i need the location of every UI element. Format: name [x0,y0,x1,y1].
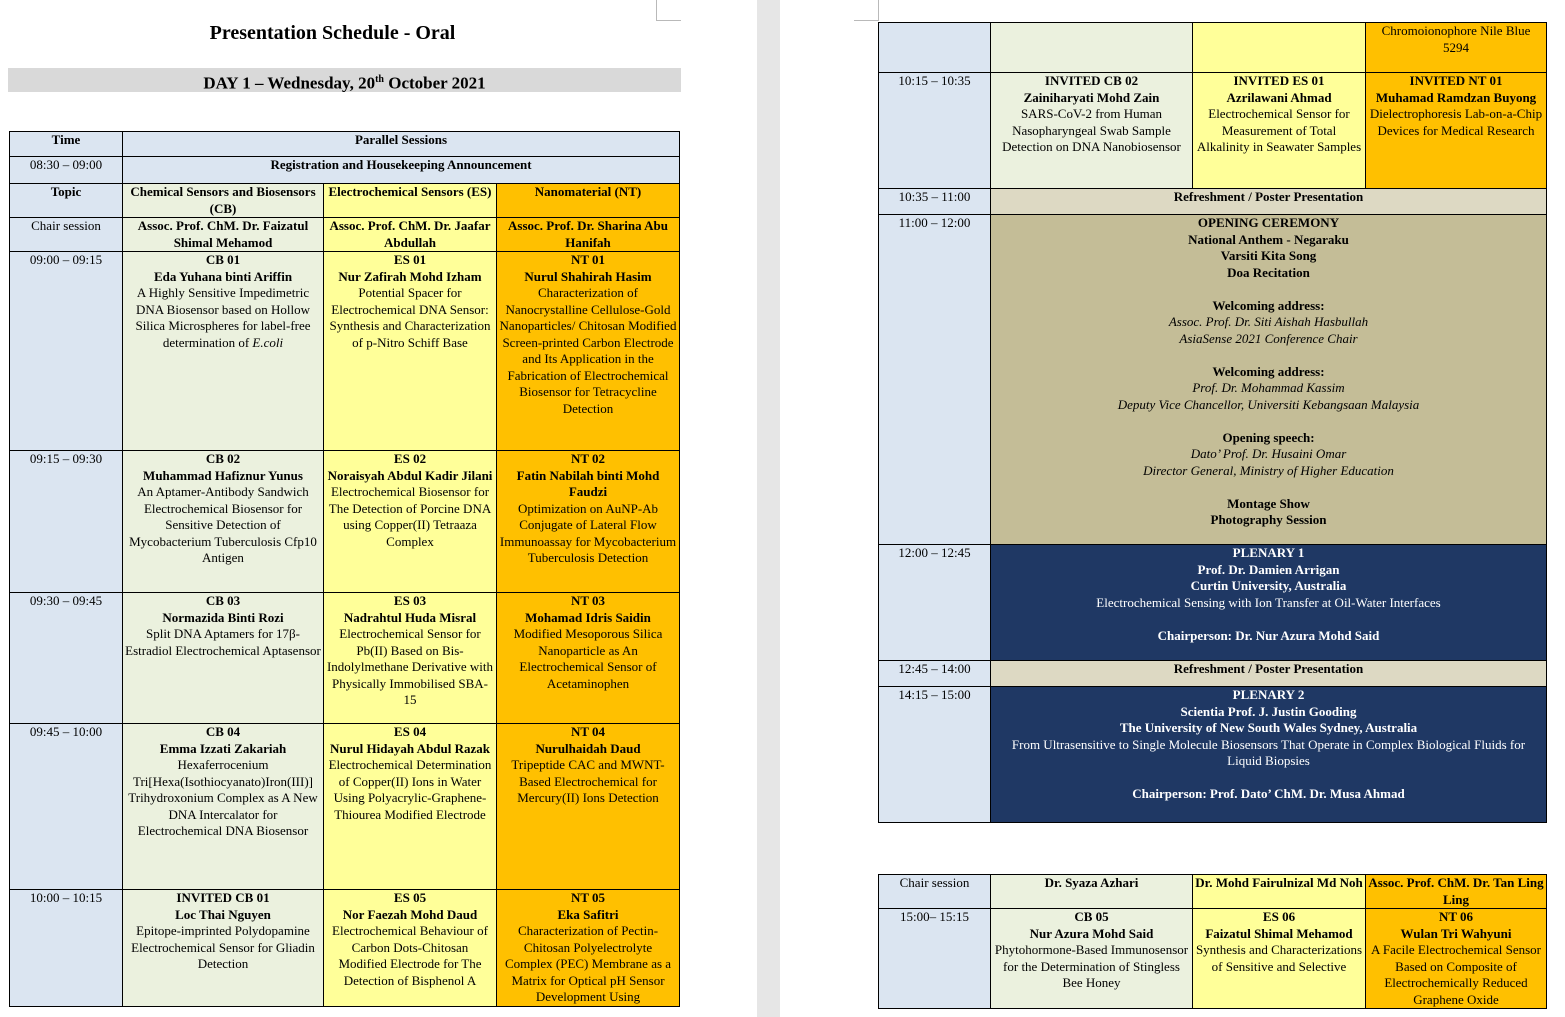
time-cell [879,23,991,73]
presentation-cell [1193,73,1366,189]
presentation-cell [497,451,680,593]
talk-title: From Ultrasensitive to Single Molecule Biosensors That Operate in Complex Biological Fluids for Liquid Biopsies [1011,736,1526,768]
presenter-name: Normazida Binti Rozi [162,609,284,625]
presentation-code: ES 04 [393,724,427,739]
presenter-name: Faizatul Shimal Mehamod [1205,925,1353,941]
time-cell: 10:15 – 10:35 [879,73,991,189]
time-cell: 10:35 – 11:00 [879,189,991,215]
presenter-name: Muhamad Ramdzan Buyong [1375,89,1537,105]
topic-es: Electrochemical Sensors (ES) [324,184,497,218]
presentation-code: CB 04 [205,724,241,739]
presenter-name: Eda Yuhana binti Ariffin [153,268,293,284]
presentation-title: Phytohormone-Based Immunosensor for the Determination of Stingless Bee Honey [994,942,1189,990]
topic-label: Topic [10,184,123,218]
talk-title: Electrochemical Sensing with Ion Transfer at Oil-Water Interfaces [1096,594,1441,610]
presenter-name: Nor Faezah Mohd Daud [342,906,478,922]
presentation-code: CB 03 [205,593,241,608]
ceremony-label: Welcoming address: [1212,363,1325,379]
chair-session-label: Chair session [879,875,991,909]
presenter-name: Fatin Nabilah binti Mohd Faudzi [516,467,660,499]
presenter-name: Eka Safitri [557,906,619,922]
presenter-name: Nurulhaidah Daud [535,740,641,756]
schedule-table-right-2 [878,874,1547,1009]
presentation-cell [497,593,680,724]
presenter-name: Loc Thai Nguyen [175,906,271,922]
presentation-cell [497,724,680,890]
session-row [10,593,680,724]
plenary-title: PLENARY 1 [1232,545,1305,560]
presentation-title: Split DNA Aptamers for 17β-Estradiol Electrochemical Aptasensor [125,626,321,658]
ceremony-label: Opening speech: [1222,429,1315,445]
presentation-title: A Highly Sensitive Impedimetric DNA Biosensor based on Hollow Silica Microspheres for label-free determination of E.coli [135,285,311,350]
presenter-name: Emma Izzati Zakariah [159,740,287,756]
chairperson: Chairperson: Prof. Dato’ ChM. Dr. Musa Ahmad [1132,786,1405,801]
presentation-cell [991,23,1193,73]
schedule-table-right [878,22,1547,823]
presentation-code: NT 02 [570,451,606,466]
speaker-name: Assoc. Prof. Dr. Siti Aishah Hasbullah [1168,314,1369,329]
session-row [10,890,680,1007]
header-parallel-sessions: Parallel Sessions [123,132,680,157]
presentation-code: ES 03 [393,593,427,608]
chair-nt: Assoc. Prof. ChM. Dr. Tan Ling Ling [1366,875,1547,909]
time-cell: 08:30 – 09:00 [10,157,123,184]
ceremony-item: National Anthem - Negaraku [1188,231,1349,247]
page-corner-mark [854,0,879,21]
ceremony-item: Varsiti Kita Song [1220,248,1317,263]
plenary-title: PLENARY 2 [1232,687,1305,702]
time-cell: 09:15 – 09:30 [10,451,123,593]
presentation-cell [324,593,497,724]
presentation-title: Dielectrophoresis Lab-on-a-Chip Devices for Medical Research [1369,106,1543,138]
page-left [0,0,757,1017]
presentation-code: NT 05 [570,890,606,905]
speaker-affiliation: The University of New South Wales Sydney, Australia [1119,720,1418,735]
speaker-name: Prof. Dr. Mohammad Kassim [1192,380,1345,395]
presentation-code: ES 06 [1262,909,1296,924]
presentation-title: Optimization on AuNP-Ab Conjugate of Lateral Flow Immunoassay for Mycobacterium Tuberculosis Detection [499,500,677,565]
presenter-name: Azrilawani Ahmad [1226,89,1332,105]
presentation-title: Hexaferrocenium Tri[Hexa(Isothiocyanato)Iron(III)] Trihydroxonium Complex as A New DNA Intercalator for Electrochemical DNA Biosensor [128,757,318,838]
speaker-name: Scientia Prof. J. Justin Gooding [1180,703,1357,719]
presentation-cell [1366,23,1547,73]
presentation-title: Electrochemical Determination of Copper(II) Ions in Water Using Polyacrylic-Graphene-Thiourea Modified Electrode [328,757,492,822]
page-right [780,0,1565,1017]
presentation-code: INVITED NT 01 [1409,73,1503,88]
presenter-name: Mohamad Idris Saidin [525,609,651,625]
presentation-title: Potential Spacer for Electrochemical DNA Sensor: Synthesis and Characterization of p-Nitro Schiff Base [329,285,491,350]
ceremony-item: Photography Session [1210,512,1327,527]
presentation-title: Epitope-imprinted Polydopamine Electrochemical Sensor for Gliadin Detection [131,923,315,971]
time-cell: 09:45 – 10:00 [10,724,123,890]
presentation-title: Tripeptide CAC and MWNT-Based Electrochemical for Mercury(II) Ions Detection [511,757,665,805]
presenter-name: Nurul Hidayah Abdul Razak [329,740,491,756]
presentation-code: CB 01 [205,252,241,267]
ceremony-label: Welcoming address: [1212,297,1325,313]
registration-row: Registration and Housekeeping Announcement [123,157,680,184]
time-cell: 09:30 – 09:45 [10,593,123,724]
presentation-cell [123,451,324,593]
presentation-cell [324,724,497,890]
presentation-cell [497,252,680,451]
schedule-table-left [9,131,680,1007]
ceremony-item: Doa Recitation [1227,264,1310,280]
chair-es: Dr. Mohd Fairulnizal Md Noh [1193,875,1366,909]
presenter-name: Nur Azura Mohd Said [1029,925,1154,941]
presentation-title: An Aptamer-Antibody Sandwich Electrochemical Biosensor for Sensitive Detection of Mycobacterium Tuberculosis Cfp10 Antigen [129,484,317,565]
speaker-name: Prof. Dr. Damien Arrigan [1197,561,1340,577]
time-cell: 12:00 – 12:45 [879,545,991,661]
session-row [879,73,1547,189]
time-cell: 10:00 – 10:15 [10,890,123,1007]
plenary-cell [991,687,1547,823]
presentation-title: Characterization of Nanocrystalline Cellulose-Gold Nanoparticles/ Chitosan Modified Screen-printed Carbon Electrode and Its Application in the Fabrication of Electrochemical Biosensor for Tetracycline Detection [499,285,677,416]
speaker-role: Deputy Vice Chancellor, Universiti Kebangsaan Malaysia [1117,396,1420,412]
document-title: Presentation Schedule - Oral [209,22,456,44]
presentation-code: CB 05 [1074,909,1109,924]
presentation-title: Characterization of Pectin-Chitosan Polyelectrolyte Complex (PEC) Membrane as a Matrix for Optical pH Sensor Development Using [504,923,672,1004]
presenter-name: Muhammad Hafiznur Yunus [143,467,303,483]
speaker-role: AsiaSense 2021 Conference Chair [1179,330,1358,346]
presentation-title: SARS-CoV-2 from Human Nasopharyngeal Swab Sample Detection on DNA Nanobiosensor [1002,106,1181,154]
chair-cb: Assoc. Prof. ChM. Dr. Faizatul Shimal Mehamod [123,218,324,252]
presentation-code: CB 02 [205,451,241,466]
presentation-code: ES 02 [393,451,427,466]
presenter-name: Nurul Shahirah Hasim [524,268,652,284]
time-cell: 12:45 – 14:00 [879,661,991,687]
presenter-name: Nur Zafirah Mohd Izham [338,268,482,284]
speaker-affiliation: Curtin University, Australia [1190,578,1347,593]
presentation-title: Electrochemical Behaviour of Carbon Dots-Chitosan Modified Electrode for The Detection of Bisphenol A [332,923,488,988]
chair-es: Assoc. Prof. ChM. Dr. Jaafar Abdullah [324,218,497,252]
time-cell: 11:00 – 12:00 [879,215,991,545]
presentation-cell [123,252,324,451]
presentation-cell [123,724,324,890]
opening-ceremony-cell [991,215,1547,545]
presentation-cell [1366,909,1547,1009]
presentation-code: NT 06 [1438,909,1474,924]
presentation-code: INVITED CB 02 [1044,73,1139,88]
presentation-title: Synthesis and Characterizations of Sensitive and Selective [1195,942,1363,974]
presenter-name: Zainiharyati Mohd Zain [1023,89,1160,105]
presentation-title: Electrochemical Sensor for Pb(II) Based on Bis-Indolylmethane Derivative with Physically Immobilised SBA-15 [326,626,494,707]
topic-cb: Chemical Sensors and Biosensors (CB) [123,184,324,218]
header-time: Time [10,132,123,157]
presenter-name: Wulan Tri Wahyuni [1400,925,1512,941]
presentation-code: NT 01 [570,252,606,267]
chair-cb: Dr. Syaza Azhari [991,875,1193,909]
time-cell: 15:00– 15:15 [879,909,991,1009]
break-row: Refreshment / Poster Presentation [991,189,1547,215]
presentation-title: Electrochemical Biosensor for The Detection of Porcine DNA using Copper(II) Tetraaza Complex [328,484,492,549]
presentation-cell [123,890,324,1007]
session-row [10,724,680,890]
ceremony-item: Montage Show [1227,495,1310,511]
presentation-code: NT 04 [570,724,606,739]
presentation-cell [1193,909,1366,1009]
session-row [10,252,680,451]
presentation-title: Electrochemical Sensor for Measurement of Total Alkalinity in Seawater Samples [1196,106,1362,154]
speaker-role: Director General, Ministry of Higher Education [1143,462,1394,478]
presentation-cell [1193,23,1366,73]
chairperson: Chairperson: Dr. Nur Azura Mohd Said [1157,627,1380,643]
presentation-cell [123,593,324,724]
time-cell: 14:15 – 15:00 [879,687,991,823]
presentation-cell [324,451,497,593]
break-row: Refreshment / Poster Presentation [991,661,1547,687]
presentation-code: INVITED CB 01 [176,890,270,905]
chair-session-label: Chair session [10,218,123,252]
ceremony-title: OPENING CEREMONY [1197,215,1340,230]
page-corner-mark [656,0,681,21]
presentation-title: Modified Mesoporous Silica Nanoparticle as An Electrochemical Sensor of Acetaminophen [513,626,663,691]
session-row [879,909,1547,1009]
presentation-code: ES 05 [393,890,427,905]
presentation-cell [324,890,497,1007]
presentation-code: NT 03 [570,593,606,608]
presenter-name: Noraisyah Abdul Kadir Jilani [327,467,493,483]
presentation-code: ES 01 [393,252,427,267]
presentation-code: INVITED ES 01 [1233,73,1325,88]
plenary-cell [991,545,1547,661]
speaker-name: Dato’ Prof. Dr. Husaini Omar [1190,446,1347,461]
topic-nt: Nanomaterial (NT) [497,184,680,218]
presenter-name: Nadrahtul Huda Misral [343,609,477,625]
presentation-cell [991,909,1193,1009]
chair-nt: Assoc. Prof. Dr. Sharina Abu Hanifah [497,218,680,252]
presentation-title: A Facile Electrochemical Sensor Based on Composite of Electrochemically Reduced Graphene Oxide [1370,942,1542,1007]
presentation-cell [1366,73,1547,189]
presentation-title: Chromoionophore Nile Blue 5294 [1381,23,1531,55]
presentation-cell [324,252,497,451]
session-row [10,451,680,593]
presentation-cell [991,73,1193,189]
day-heading: DAY 1 – Wednesday, 20th October 2021 [8,68,681,92]
time-cell: 09:00 – 09:15 [10,252,123,451]
presentation-cell [497,890,680,1007]
